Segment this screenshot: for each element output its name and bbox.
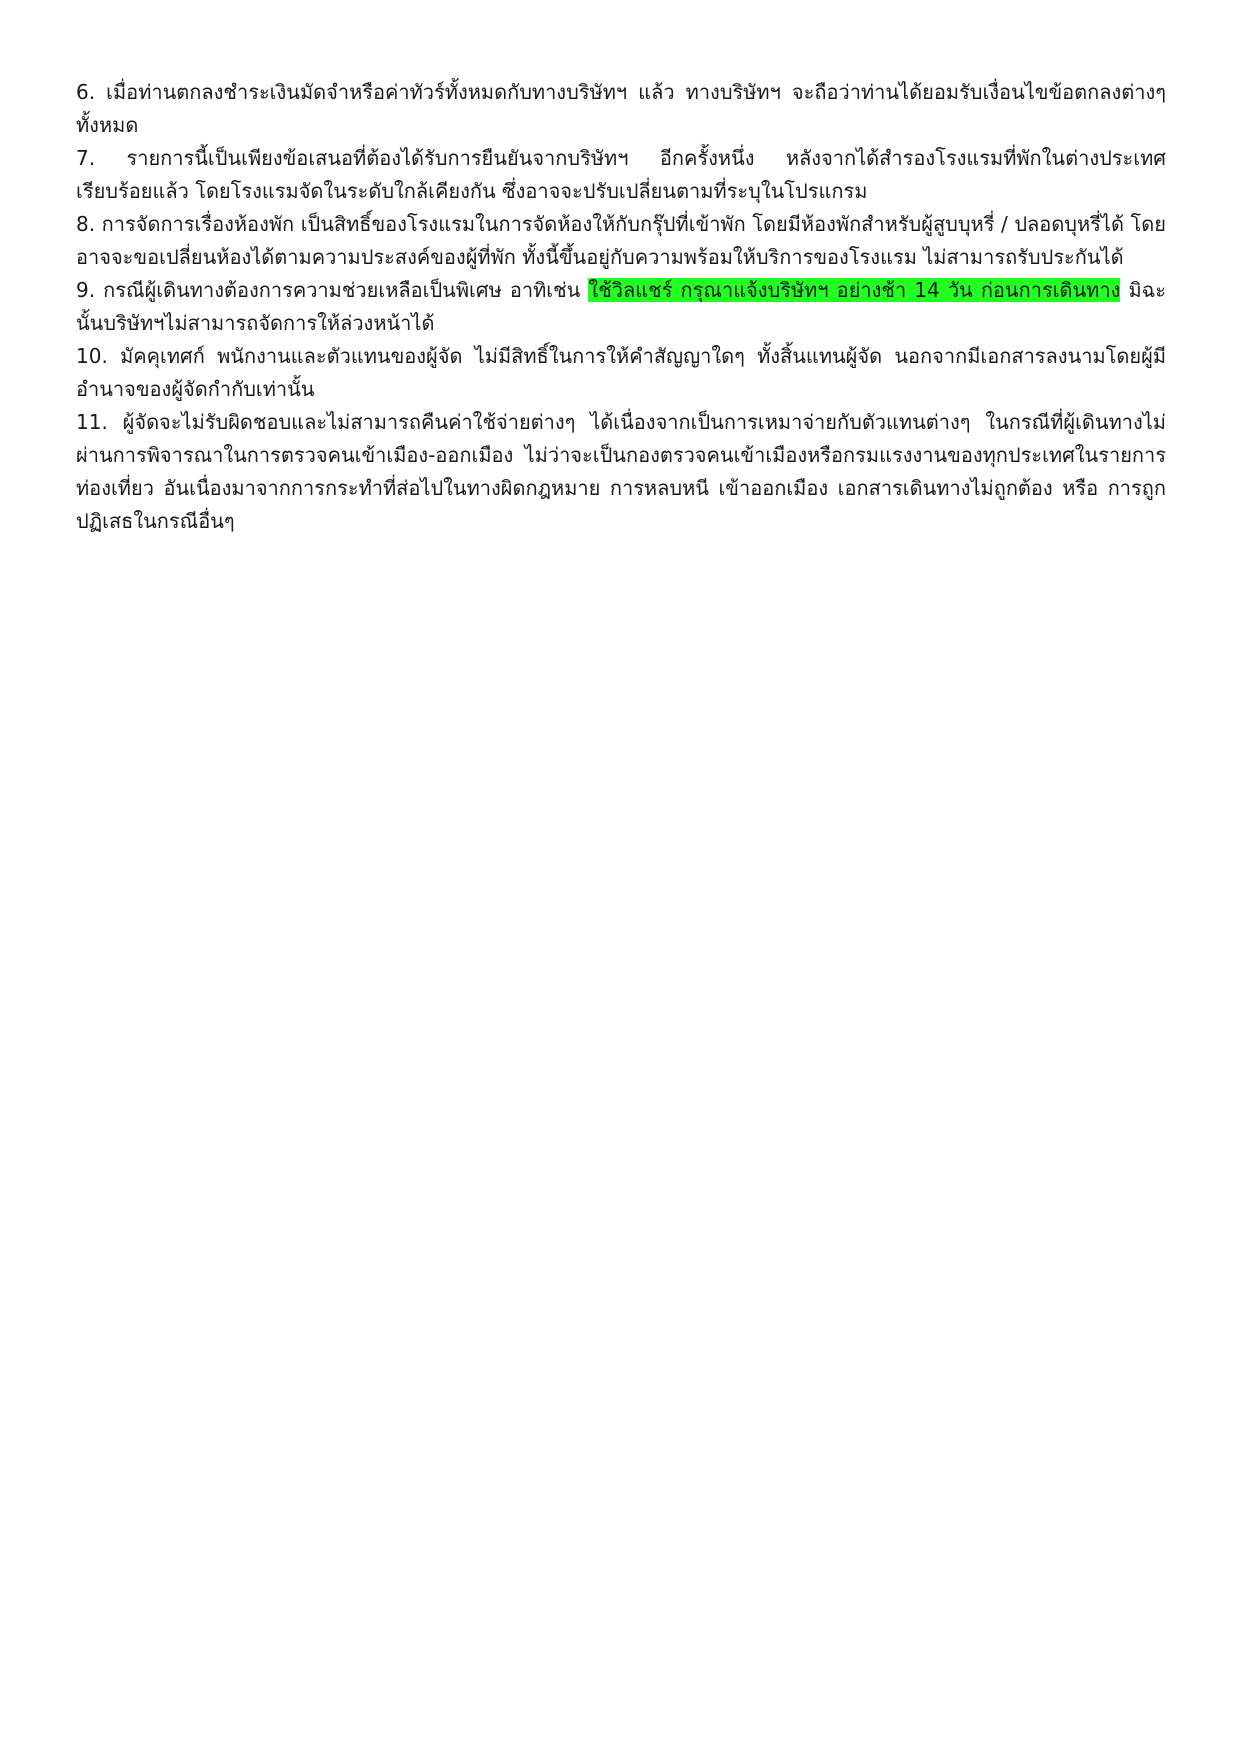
terms-list xyxy=(76,76,1166,538)
term-item-9 xyxy=(76,274,1166,340)
term-item-11: 11. ผู้จัดจะไม่รับผิดชอบและไม่สามารถคืนค่าใช้จ่ายต่างๆ ได้เนื่องจากเป็นการเหมาจ่ายกับตัวแทนต่างๆ ในกรณีที่ผู้เดินทางไม่ผ่านการพิจารณาในการตรวจคนเข้าเมือง-ออกเมือง ไม่ว่าจะเป็นกองตรวจคนเข้าเมืองหรือกรมแรงงานของทุกประเทศในรายการท่องเที่ยว อันเนื่องมาจากการกระทำที่ส่อไปในทางผิดกฎหมาย การหลบหนี เข้าออกเมือง เอกสารเดินทางไม่ถูกต้อง หรือ การถูกปฏิเสธในกรณีอื่นๆ xyxy=(76,410,1166,533)
term-item-6: 6. เมื่อท่านตกลงชำระเงินมัดจำหรือค่าทัวร์ทั้งหมดกับทางบริษัทฯ แล้ว ทางบริษัทฯ จะถือว่าท่านได้ยอมรับเงื่อนไขข้อตกลงต่างๆ ทั้งหมด xyxy=(76,80,1166,137)
term-item-10: 10. มัคคุเทศก์ พนักงานและตัวแทนของผู้จัด ไม่มีสิทธิ์ในการให้คำสัญญาใดๆ ทั้งสิ้นแทนผู้จัด นอกจากมีเอกสารลงนามโดยผู้มีอำนาจของผู้จัดกำกับเท่านั้น xyxy=(76,344,1166,401)
term-item-8: 8. การจัดการเรื่องห้องพัก เป็นสิทธิ์ของโรงแรมในการจัดห้องให้กับกรุ๊ปที่เข้าพัก โดยมีห้องพักสำหรับผู้สูบบุหรี่ / ปลอดบุหรี่ได้ โดยอาจจะขอเปลี่ยนห้องได้ตามความประสงค์ของผู้ที่พัก ทั้งนี้ขึ้นอยู่กับความพร้อมให้บริการของโรงแรม ไม่สามารถรับประกันได้ xyxy=(76,212,1166,269)
term-item-7: 7. รายการนี้เป็นเพียงข้อเสนอที่ต้องได้รับการยืนยันจากบริษัทฯ อีกครั้งหนึ่ง หลังจากได้สำรองโรงแรมที่พักในต่างประเทศเรียบร้อยแล้ว โดยโรงแรมจัดในระดับใกล้เคียงกัน ซึ่งอาจจะปรับเปลี่ยนตามที่ระบุในโปรแกรม xyxy=(76,146,1166,203)
term-item-9-text: 9. กรณีผู้เดินทางต้องการความช่วยเหลือเป็นพิเศษ อาทิเช่น xyxy=(76,278,589,302)
highlighted-text: ใช้วิลแชร์ กรุณาแจ้งบริษัทฯ อย่างช้า 14 วัน ก่อนการเดินทาง xyxy=(588,278,1121,302)
term-item-9-text-end: มิฉะนั้นบริษัทฯไม่สามารถจัดการให้ล่วงหน้าได้ xyxy=(76,278,1167,335)
